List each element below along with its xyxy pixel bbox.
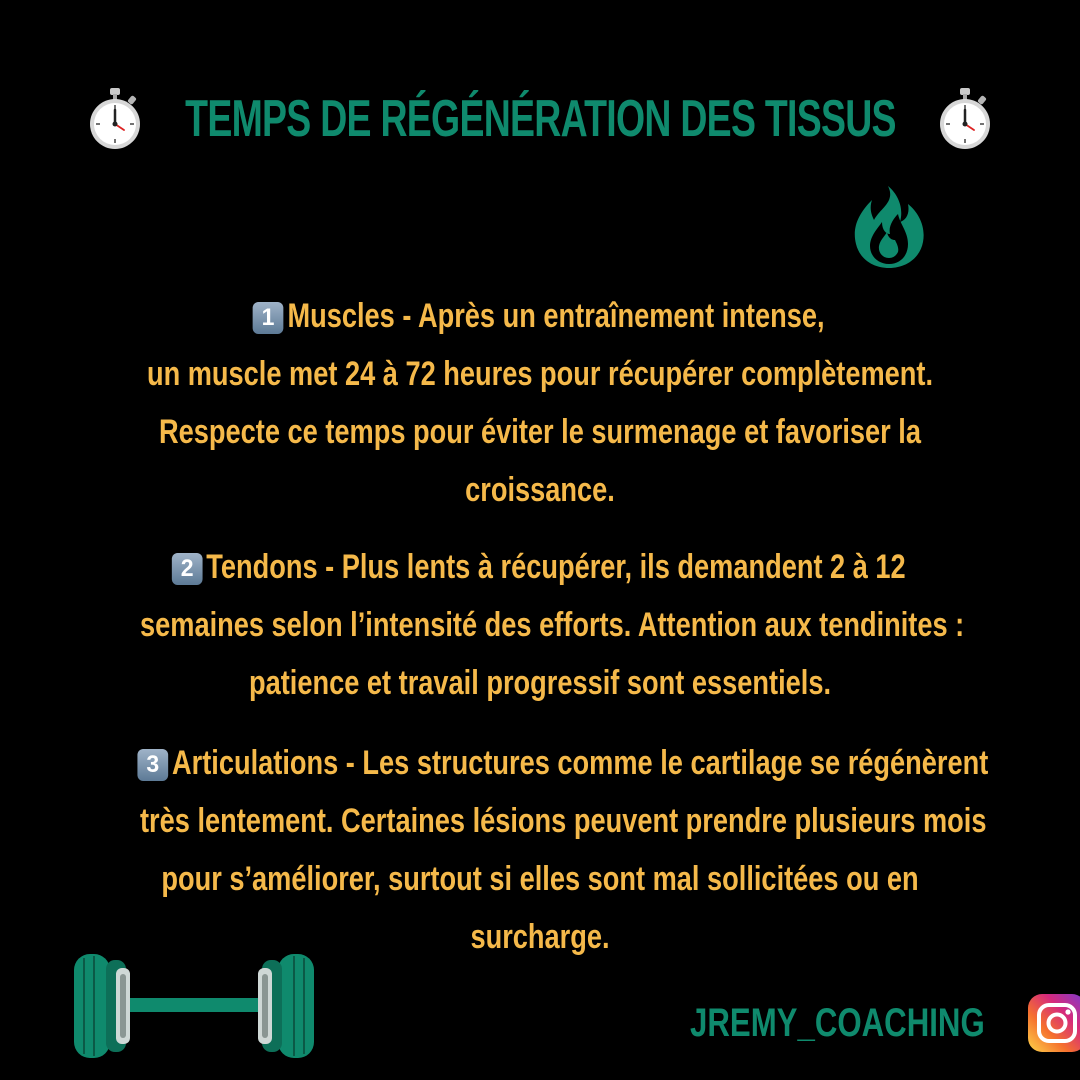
text-line-content: Articulations - Les structures comme le cartilage se régénèrent <box>172 744 989 782</box>
text-line: Respecte ce temps pour éviter le surmenage et favoriser la <box>159 413 921 451</box>
brand-handle[interactable]: JREMY_COACHING <box>690 1000 985 1045</box>
text-line <box>140 287 940 345</box>
text-line <box>140 734 989 792</box>
stopwatch-icon <box>937 88 993 150</box>
page-title <box>0 88 1080 150</box>
text-line: pour s’améliorer, surtout si elles sont mal sollicitées ou en <box>161 860 919 898</box>
text-line: croissance. <box>465 471 615 509</box>
dumbbell-icon <box>72 946 316 1066</box>
number-badge-1: 1 <box>253 302 284 334</box>
section-tendons <box>40 538 1040 712</box>
flame-icon <box>850 184 928 270</box>
text-line-content: Tendons - Plus lents à récupérer, ils demandent 2 à 12 <box>206 548 906 586</box>
section-articulations <box>40 734 1040 966</box>
text-line: semaines selon l’intensité des efforts. Attention aux tendinites : <box>140 606 965 644</box>
text-line: un muscle met 24 à 72 heures pour récupérer complètement. <box>146 355 934 393</box>
section-muscles <box>40 287 1040 519</box>
title-text: TEMPS DE RÉGÉNÉRATION DES TISSUS <box>184 90 896 148</box>
stopwatch-icon <box>87 88 143 150</box>
text-line: surcharge. <box>470 918 610 956</box>
text-line <box>140 538 940 596</box>
brand-footer <box>690 994 1080 1052</box>
number-badge-2: 2 <box>172 553 203 585</box>
instagram-icon[interactable] <box>1028 994 1080 1052</box>
text-line: patience et travail progressif sont essentiels. <box>249 664 831 702</box>
text-line: très lentement. Certaines lésions peuvent prendre plusieurs mois <box>140 802 987 840</box>
number-badge-3: 3 <box>137 749 168 781</box>
text-line-content: Muscles - Après un entraînement intense, <box>287 297 825 335</box>
